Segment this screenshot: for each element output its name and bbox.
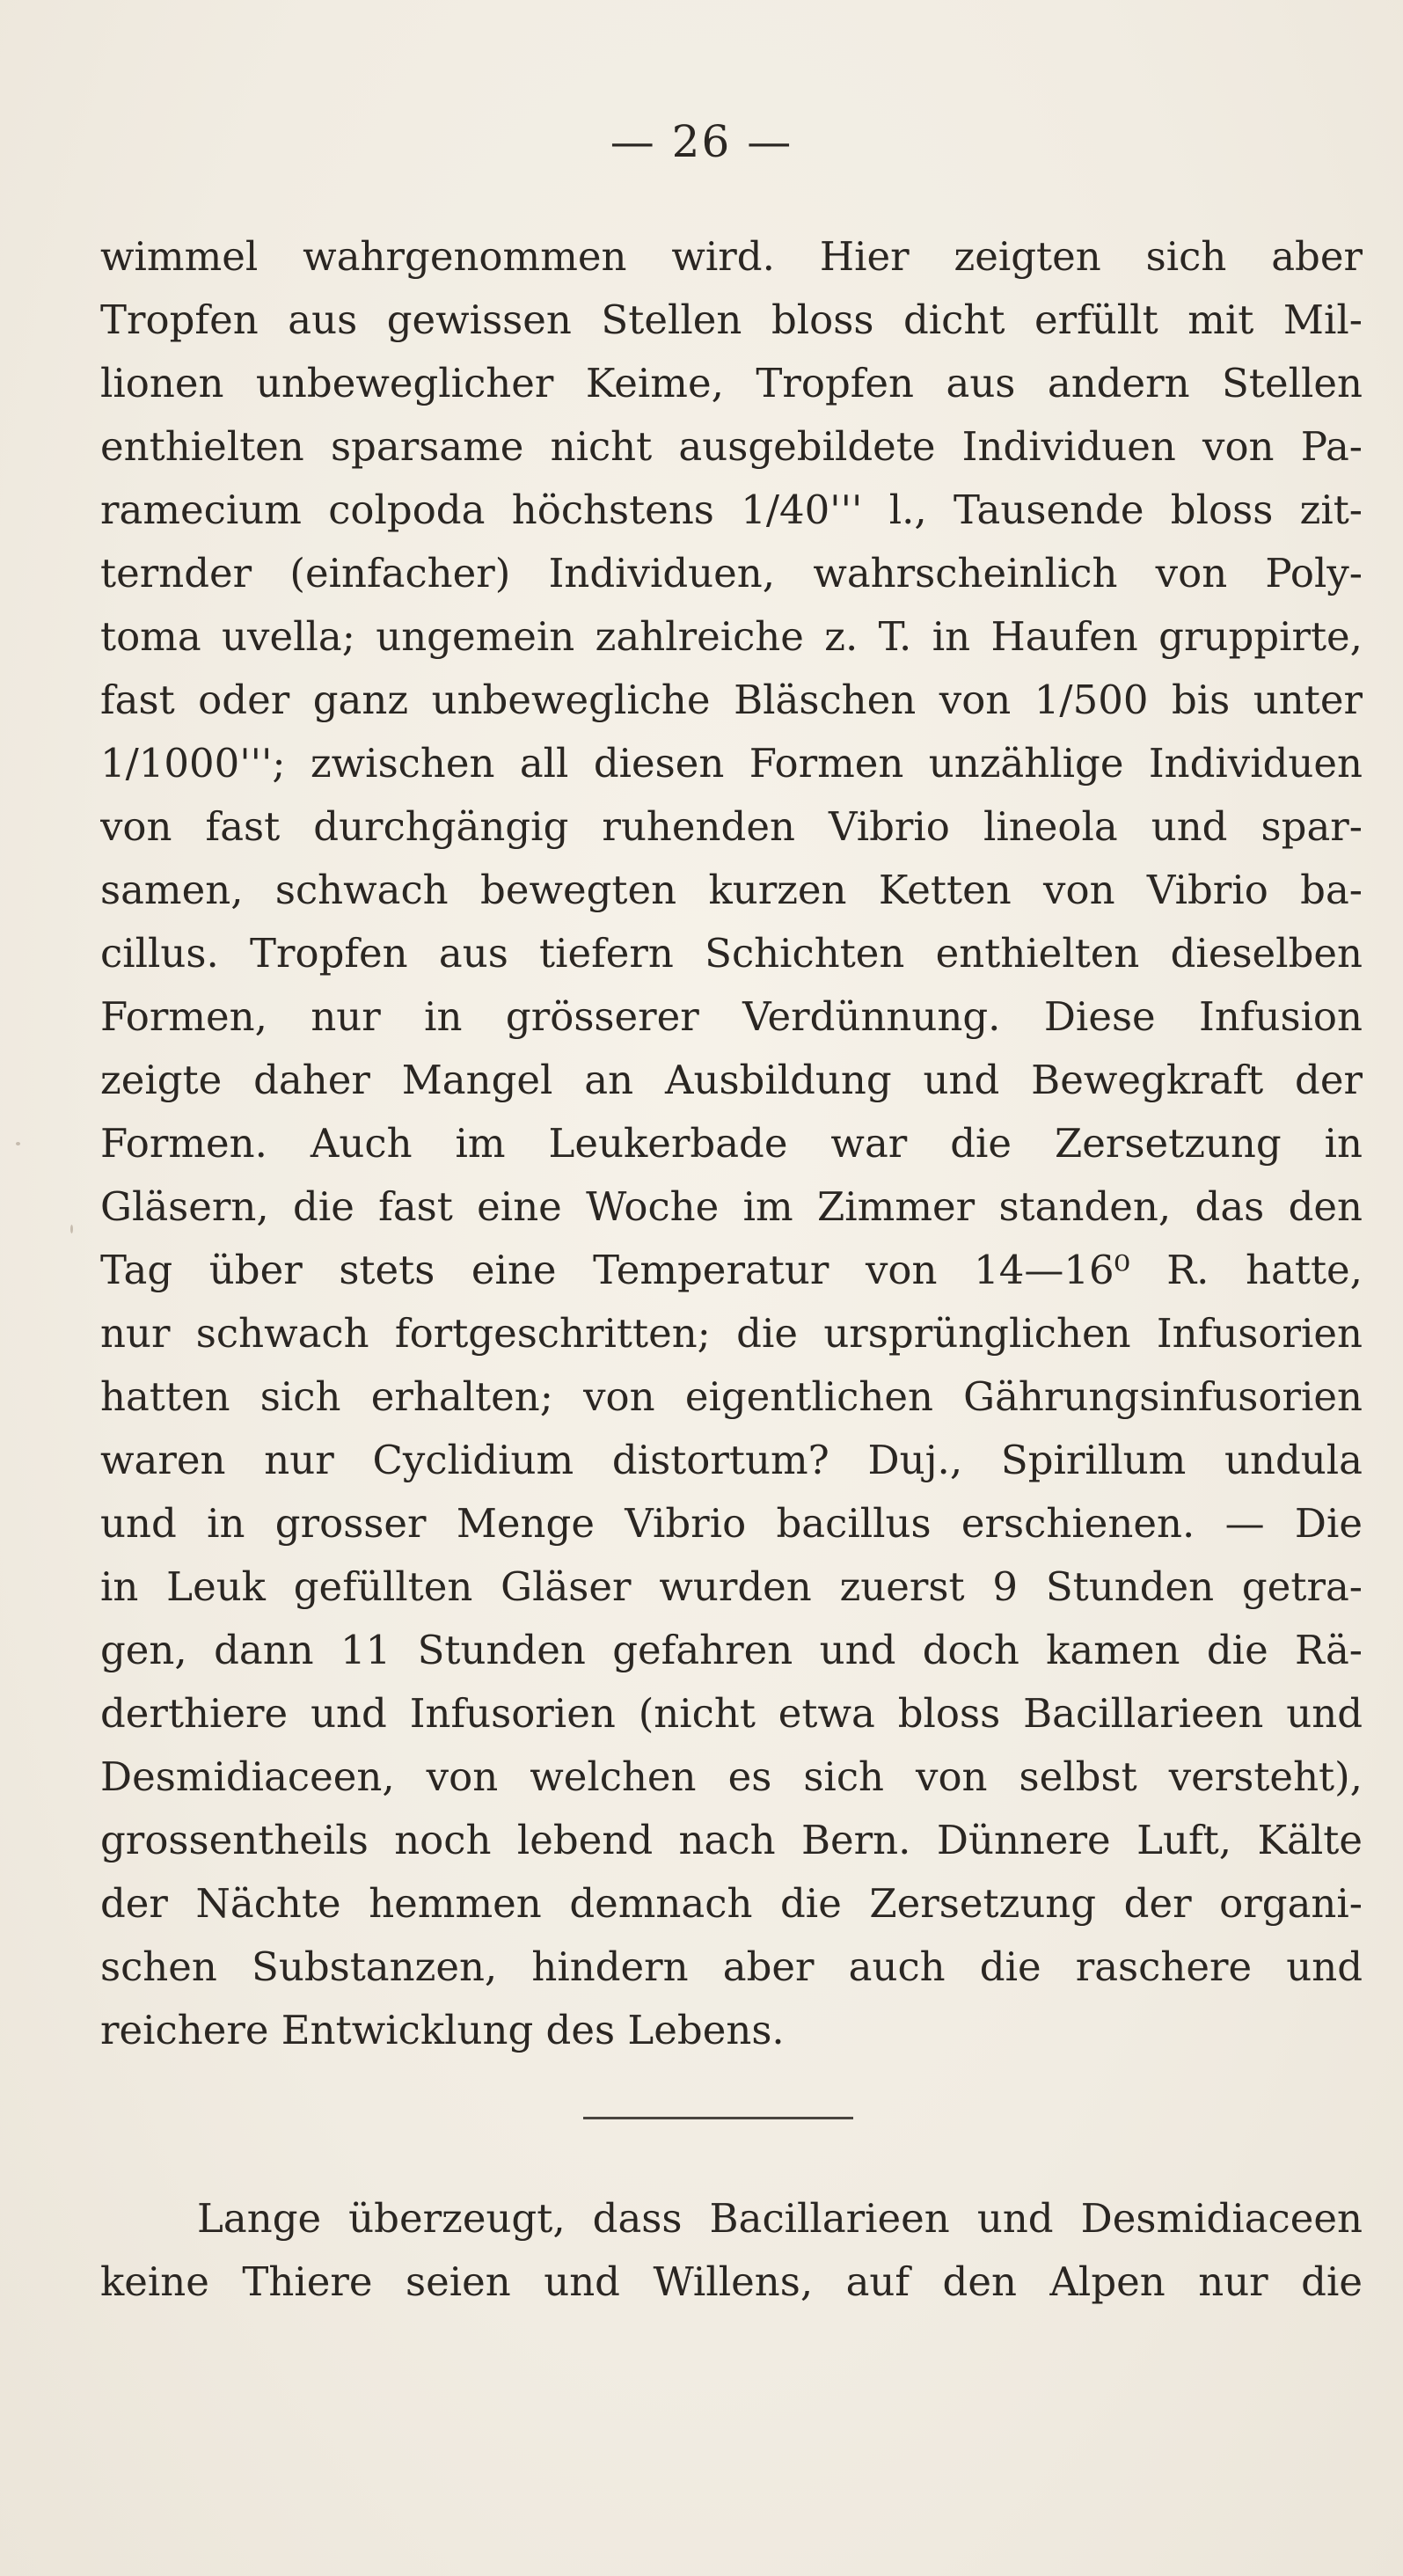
- text-line: zeigte daher Mangel an Ausbildung und Bewegkraft der: [100, 1057, 1363, 1103]
- ink-speck: [16, 1142, 20, 1145]
- text-line: 1/1000'''; zwischen all diesen Formen unzählige Individuen: [100, 740, 1363, 787]
- text-line: Desmidiaceen, von welchen es sich von selbst versteht),: [100, 1753, 1363, 1800]
- text-line: wimmel wahrgenommen wird. Hier zeigten sich aber: [100, 233, 1363, 280]
- text-line: Gläsern, die fast eine Woche im Zimmer standen, das den: [100, 1183, 1363, 1230]
- text-line: Tag über stets eine Temperatur von 14—16⁰ R. hatte,: [100, 1247, 1363, 1293]
- text-line: waren nur Cyclidium distortum? Duj., Spirillum undula: [100, 1437, 1363, 1483]
- ink-speck: [70, 1225, 73, 1233]
- text-line: keine Thiere seien und Willens, auf den Alpen nur die: [100, 2258, 1363, 2305]
- paragraph-1: [100, 225, 1363, 2062]
- text-line: gen, dann 11 Stunden gefahren und doch kamen die Rä-: [100, 1627, 1363, 1673]
- text-line: cillus. Tropfen aus tiefern Schichten enthielten dieselben: [100, 930, 1363, 977]
- text-line: hatten sich erhalten; von eigentlichen Gährungsinfusorien: [100, 1373, 1363, 1420]
- page-number: — 26 —: [610, 116, 793, 167]
- text-line: toma uvella; ungemein zahlreiche z. T. in Haufen gruppirte,: [100, 613, 1363, 660]
- text-line: ramecium colpoda höchstens 1/40''' l., Tausende bloss zit-: [100, 487, 1363, 533]
- text-line: Tropfen aus gewissen Stellen bloss dicht erfüllt mit Mil-: [100, 296, 1363, 343]
- text-line: der Nächte hemmen demnach die Zersetzung der organi-: [100, 1880, 1363, 1927]
- text-line: fast oder ganz unbewegliche Bläschen von 1/500 bis unter: [100, 677, 1363, 723]
- text-line: nur schwach fortgeschritten; die ursprünglichen Infusorien: [100, 1310, 1363, 1357]
- text-line: in Leuk gefüllten Gläser wurden zuerst 9 Stunden getra-: [100, 1563, 1363, 1610]
- text-line: samen, schwach bewegten kurzen Ketten von Vibrio ba-: [100, 867, 1363, 913]
- text-line: Lange überzeugt, dass Bacillarieen und Desmidiaceen: [197, 2195, 1363, 2242]
- text-line: lionen unbeweglicher Keime, Tropfen aus andern Stellen: [100, 360, 1363, 406]
- text-line: grossentheils noch lebend nach Bern. Dünnere Luft, Kälte: [100, 1817, 1363, 1863]
- text-line: reichere Entwicklung des Lebens.: [100, 2007, 785, 2053]
- text-line: und in grosser Menge Vibrio bacillus erschienen. — Die: [100, 1500, 1363, 1547]
- text-line: schen Substanzen, hindern aber auch die raschere und: [100, 1943, 1363, 1990]
- text-line: Formen, nur in grösserer Verdünnung. Diese Infusion: [100, 993, 1363, 1040]
- text-line: derthiere und Infusorien (nicht etwa bloss Bacillarieen und: [100, 1690, 1363, 1737]
- text-line: enthielten sparsame nicht ausgebildete Individuen von Pa-: [100, 423, 1363, 470]
- text-line: von fast durchgängig ruhenden Vibrio lineola und spar-: [100, 803, 1363, 850]
- text-line: Formen. Auch im Leukerbade war die Zersetzung in: [100, 1120, 1363, 1167]
- section-divider: [583, 2117, 853, 2119]
- paragraph-2: [100, 2187, 1363, 2314]
- text-line: ternder (einfacher) Individuen, wahrscheinlich von Poly-: [100, 550, 1363, 596]
